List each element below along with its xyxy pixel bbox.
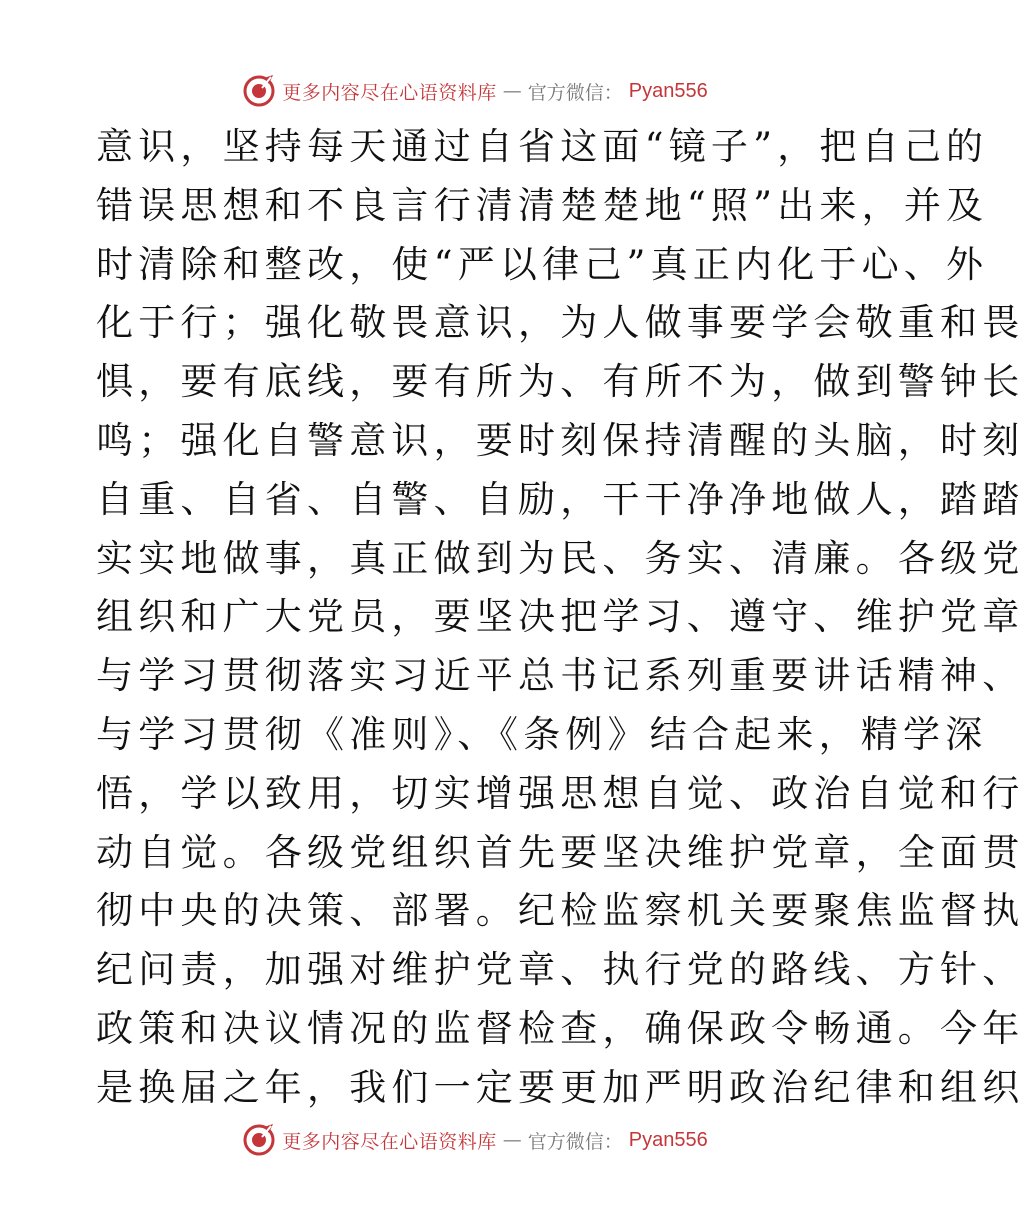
text-line: 时清除和整改，使“严以律己”真正内化于心、外 [96, 242, 989, 286]
text-line: 化于行；强化敬畏意识，为人做事要学会敬重和畏 [96, 301, 1024, 345]
text-line: 自重、自省、自警、自励，干干净净地做人，踏踏 [96, 477, 1024, 521]
watermark-official: 官方微信： [527, 1130, 623, 1153]
pen-logo-icon [242, 1123, 276, 1157]
text-line: 组织和广大党员，要坚决把学习、遵守、维护党章 [96, 595, 1024, 639]
text-line: 实实地做事，真正做到为民、务实、清廉。各级党 [96, 536, 1024, 580]
footer-watermark [0, 1120, 950, 1160]
watermark-site: 更多内容尽在心语资料库 [282, 81, 497, 104]
header-watermark [0, 71, 950, 111]
watermark-dash: — [502, 1129, 522, 1151]
text-line: 错误思想和不良言行清清楚楚地“照”出来，并及 [96, 183, 989, 227]
text-line: 与学习贯彻《准则》、《条例》结合起来，精学深 [96, 712, 988, 756]
watermark-id: Pyan556 [628, 79, 708, 102]
watermark-official: 官方微信： [527, 81, 623, 104]
text-line: 是换届之年，我们一定要更加严明政治纪律和组织 [96, 1065, 1024, 1109]
watermark-dash: — [502, 80, 522, 102]
text-line: 鸣；强化自警意识，要时刻保持清醒的头脑，时刻 [96, 418, 1024, 462]
text-line: 意识，坚持每天通过自省这面“镜子”，把自己的 [96, 125, 989, 168]
watermark-id: Pyan556 [628, 1128, 708, 1151]
text-line: 政策和决议情况的监督检查，确保政令畅通。今年 [96, 1006, 1024, 1050]
document-body [96, 118, 1024, 1118]
text-line: 与学习贯彻落实习近平总书记系列重要讲话精神、 [96, 654, 1024, 698]
text-line: 彻中央的决策、部署。纪检监察机关要聚焦监督执 [96, 889, 1024, 933]
text-line: 惧，要有底线，要有所为、有所不为，做到警钟长 [96, 360, 1024, 404]
text-line: 悟，学以致用，切实增强思想自觉、政治自觉和行 [96, 771, 1024, 815]
watermark-site: 更多内容尽在心语资料库 [282, 1130, 497, 1153]
pen-logo-icon [242, 74, 276, 108]
text-line: 动自觉。各级党组织首先要坚决维护党章，全面贯 [96, 830, 1024, 874]
text-line: 纪问责，加强对维护党章、执行党的路线、方针、 [96, 948, 1024, 992]
